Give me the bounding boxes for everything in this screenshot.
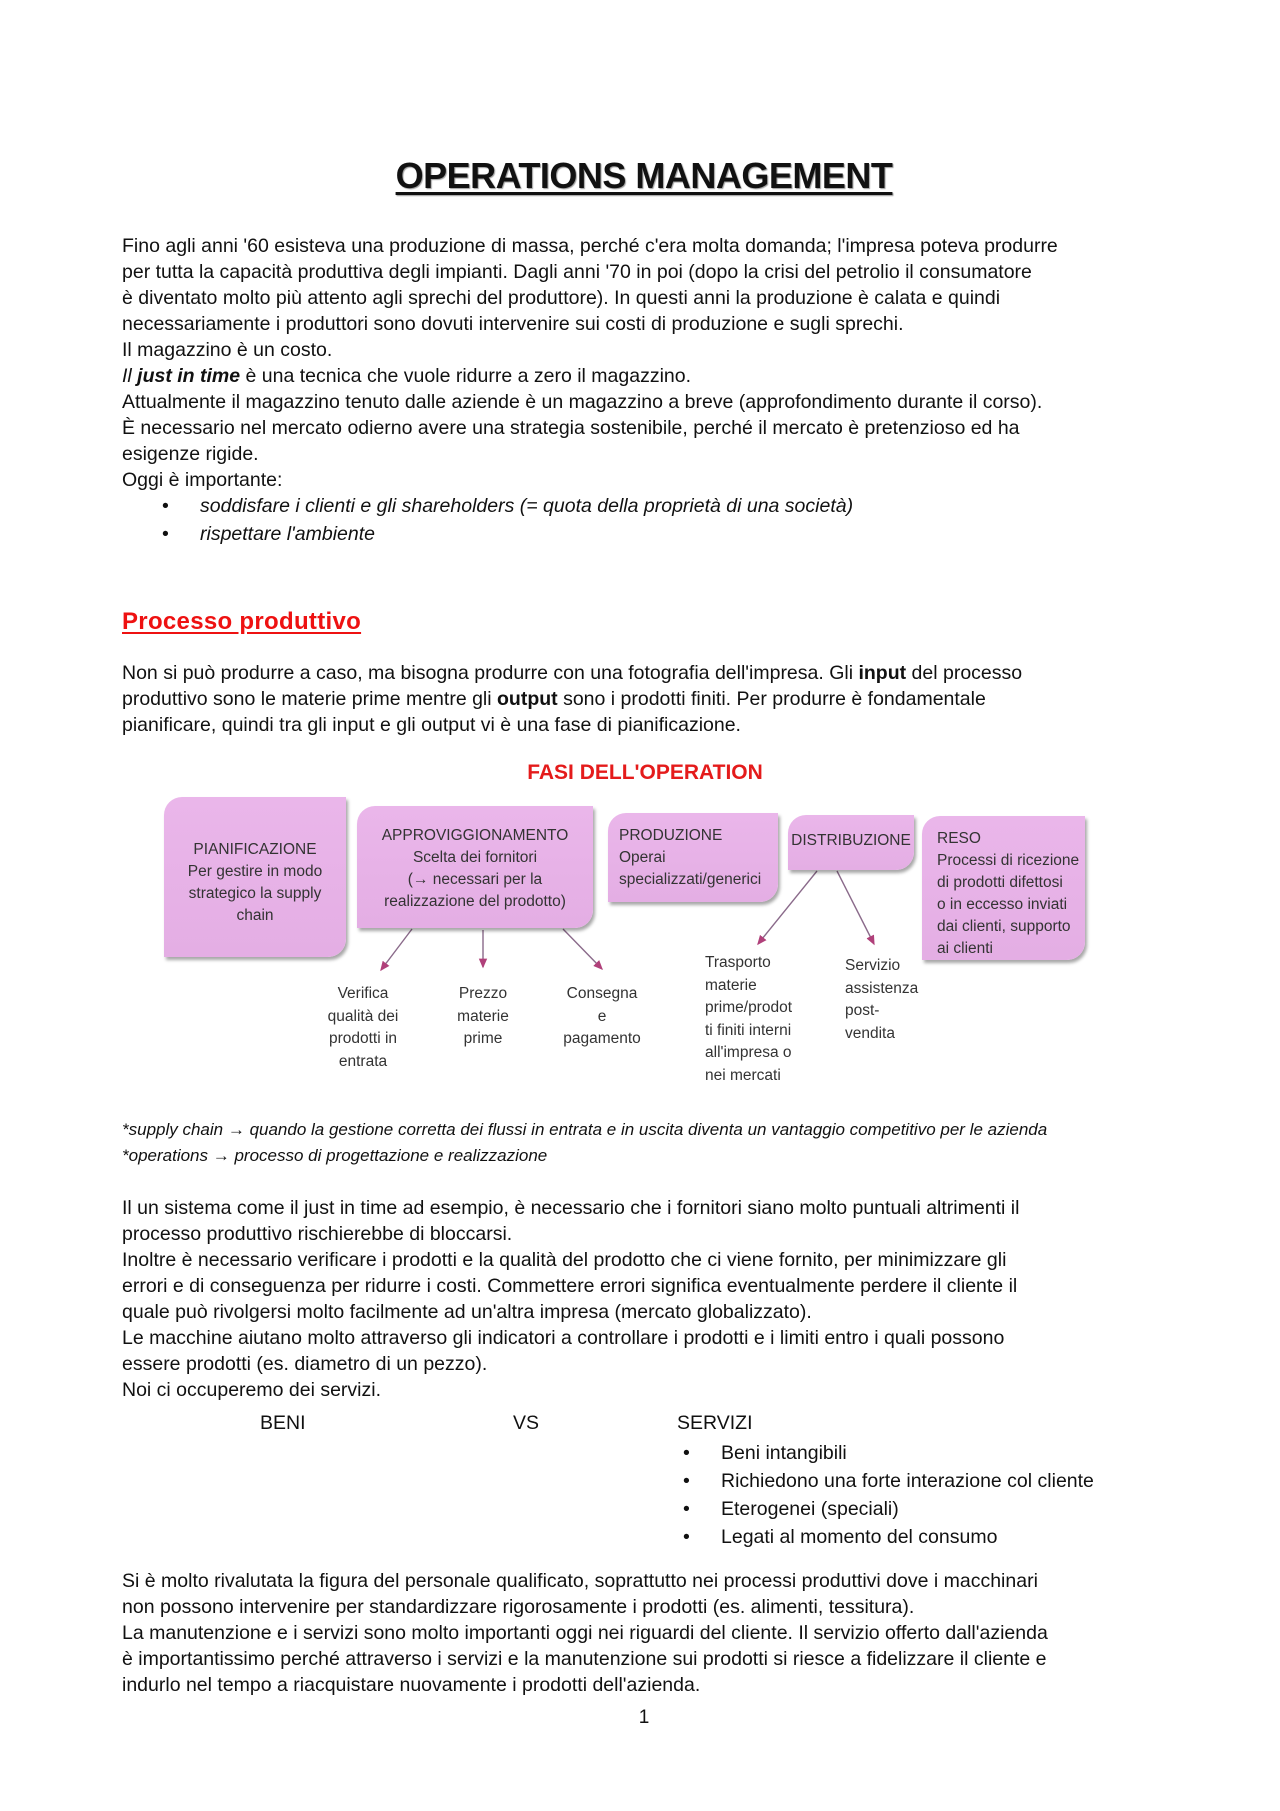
text-line: Noi ci occuperemo dei servizi.: [122, 1379, 382, 1401]
sub-prezzo: [438, 983, 528, 1051]
text-line: Consegna: [566, 985, 638, 1002]
text-line: Verifica: [337, 985, 389, 1002]
sub-verifica: [318, 983, 408, 1073]
phase-produzione: [608, 813, 778, 902]
text-line: necessariamente i produttori sono dovuti intervenire sui costi di produzione e sugli sprechi.: [122, 313, 904, 335]
phase-pianificazione: [164, 797, 346, 957]
phase-desc-line: Scelta dei fornitori: [412, 849, 538, 866]
phase-desc-line: realizzazione del prodotto): [384, 893, 566, 910]
text-line: è diventato molto più attento agli sprechi del produttore). In questi anni la produzione è calata e quindi: [122, 287, 1001, 309]
text-line: Il magazzino è un costo.: [122, 339, 333, 361]
text-line: prime/prodot: [705, 999, 793, 1016]
text-line: Prezzo: [458, 985, 508, 1002]
text-line: È necessario nel mercato odierno avere una strategia sostenibile, perché il mercato è pretenzioso ed ha: [122, 417, 1020, 439]
bold-italic-term: just in time: [137, 365, 241, 387]
phase-desc-line: specializzati/generici: [619, 871, 762, 888]
text-line: essere prodotti (es. diametro di un pezzo).: [122, 1353, 488, 1375]
text-line: nei mercati: [705, 1066, 781, 1084]
bullet-item: • Eterogenei (speciali): [643, 1495, 1094, 1523]
phase-name: RESO: [937, 830, 981, 847]
text-line: prodotti in: [328, 1030, 398, 1047]
phase-desc-line: o in eccesso inviati: [937, 896, 1068, 913]
phase-name: PIANIFICAZIONE: [193, 841, 317, 858]
bullet-item: • Legati al momento del consumo: [643, 1523, 1094, 1551]
sub-trasporto: [705, 952, 792, 1087]
bullet-item: • rispettare l'ambiente: [122, 520, 853, 548]
phase-reso: [922, 816, 1085, 960]
phase-distribuzione: [788, 815, 914, 870]
text-run: del processo: [906, 662, 1023, 684]
phase-name: APPROVIGGIONAMENTO: [381, 827, 569, 844]
diagram-title: FASI DELL'OPERATION: [527, 761, 763, 784]
text-run: sono i prodotti finiti. Per produrre è fondamentale: [557, 688, 986, 710]
text-line: La manutenzione e i servizi sono molto importanti oggi nei riguardi del cliente. Il servizio offerto dall'azienda: [122, 1622, 1048, 1644]
phase-desc-line: dai clienti, supporto: [937, 918, 1071, 935]
text-line: assistenza: [845, 979, 919, 997]
sub-consegna: [552, 983, 652, 1051]
phase-desc-line: Per gestire in modo: [187, 863, 323, 880]
sub-servizio: [845, 955, 918, 1045]
text-run: è una tecnica che vuole ridurre a zero il magazzino.: [240, 365, 692, 387]
text-line: qualità dei: [327, 1007, 399, 1025]
text-line: Fino agli anni '60 esisteva una produzione di massa, perché c'era molta domanda; l'impresa poteva produrre: [122, 235, 1058, 257]
text-line: prime: [463, 1030, 503, 1047]
phase-name: PRODUZIONE: [619, 827, 723, 844]
text-line: vendita: [845, 1024, 895, 1042]
arrow-distrib-servizio: [837, 871, 874, 944]
vs-label: VS: [513, 1412, 540, 1434]
text-line: Si è molto rivalutata la figura del personale qualificato, soprattutto nei processi produttivi dove i macchinari: [122, 1570, 1038, 1592]
bullet-item: • Richiedono una forte interazione col cliente: [643, 1467, 1094, 1495]
text-line: pagamento: [563, 1030, 641, 1047]
bold-term: output: [497, 688, 558, 710]
text-line: pianificare, quindi tra gli input e gli output vi è una fase di pianificazione.: [122, 714, 741, 736]
text-line: materie: [705, 976, 757, 994]
text-line: Servizio: [845, 957, 901, 974]
text-line: Il un sistema come il just in time ad esempio, è necessario che i fornitori siano molto puntuali altrimenti il: [122, 1197, 1020, 1219]
bullet-item: • Beni intangibili: [643, 1439, 1094, 1467]
text-run: Non si può produrre a caso, ma bisogna produrre con una fotografia dell'impresa. Gli: [122, 662, 859, 684]
document-title: OPERATIONS MANAGEMENT: [395, 155, 893, 196]
text-line: Attualmente il magazzino tenuto dalle aziende è un magazzino a breve (approfondimento durante il corso).: [122, 391, 1043, 413]
text-line: è importantissimo perché attraverso i servizi e la manutenzione sui prodotti si riesce a fidelizzare il cliente e: [122, 1648, 1047, 1670]
text-line: processo produttivo rischierebbe di bloccarsi.: [122, 1223, 513, 1245]
phase-desc-line: strategico la supply: [188, 885, 322, 902]
text-line: non possono intervenire per standardizzare rigorosamente i prodotti (es. alimenti, tessitura).: [122, 1596, 915, 1618]
bullet-item: • soddisfare i clienti e gli shareholders (= quota della proprietà di una società): [122, 492, 853, 520]
page-number: 1: [638, 1707, 650, 1728]
text-line: Oggi è importante:: [122, 469, 283, 491]
phase-desc-line: chain: [236, 907, 274, 924]
text-line: Inoltre è necessario verificare i prodotti e la qualità del prodotto che ci viene fornito, per minimizzare gli: [122, 1249, 1007, 1271]
arrow-approv-consegna: [563, 929, 602, 969]
phase-desc-line: Processi di ricezione: [937, 852, 1080, 869]
arrow-approv-verifica: [381, 929, 412, 970]
text-run: produttivo sono le materie prime mentre gli: [122, 688, 498, 710]
text-line: all'impresa o: [705, 1044, 792, 1061]
servizi-bullet-list: [643, 1439, 1094, 1551]
phase-desc-line: (→ necessari per la: [407, 871, 543, 888]
final-paragraph: [122, 1568, 1192, 1698]
italic-run: Il: [122, 365, 138, 387]
footnotes: [122, 1117, 1047, 1169]
text-line: materie: [457, 1007, 509, 1025]
text-line: *operations → processo di progettazione e realizzazione: [122, 1146, 548, 1165]
phase-desc-line: ai clienti: [937, 940, 993, 957]
text-line: esigenze rigide.: [122, 443, 259, 465]
phase-desc-line: Operai: [619, 849, 666, 866]
bold-term: input: [858, 662, 907, 684]
beni-label: BENI: [260, 1412, 306, 1434]
servizi-label: SERVIZI: [677, 1412, 753, 1434]
text-line: Le macchine aiutano molto attraverso gli indicatori a controllare i prodotti e i limiti entro i quali possono: [122, 1327, 1005, 1349]
text-line: ti finiti interni: [705, 1021, 792, 1039]
section-heading: Processo produttivo: [122, 608, 362, 635]
text-line: per tutta la capacità produttiva degli impianti. Dagli anni '70 in poi (dopo la crisi del petrolio il consumatore: [122, 261, 1032, 283]
phase-name: DISTRIBUZIONE: [791, 832, 911, 849]
text-line: errori e di conseguenza per ridurre i costi. Commettere errori significa eventualmente perdere il cliente il: [122, 1275, 1018, 1297]
phase-approvvigionamento: [357, 806, 593, 928]
body-paragraph: [122, 1195, 1192, 1403]
text-line: indurlo nel tempo a riacquistare nuovamente i prodotti dell'azienda.: [122, 1674, 701, 1696]
text-line: e: [597, 1007, 607, 1025]
text-line: entrata: [338, 1052, 388, 1070]
text-line: *supply chain → quando la gestione corretta dei flussi in entrata e in uscita diventa un vantaggio competitivo per le azienda: [122, 1120, 1048, 1139]
phase-desc-line: di prodotti difettosi: [937, 874, 1063, 891]
text-line: quale può rivolgersi molto facilmente ad un'altra impresa (mercato globalizzato).: [122, 1301, 812, 1323]
text-line: Trasporto: [705, 954, 771, 971]
text-line: post-: [845, 1002, 880, 1019]
